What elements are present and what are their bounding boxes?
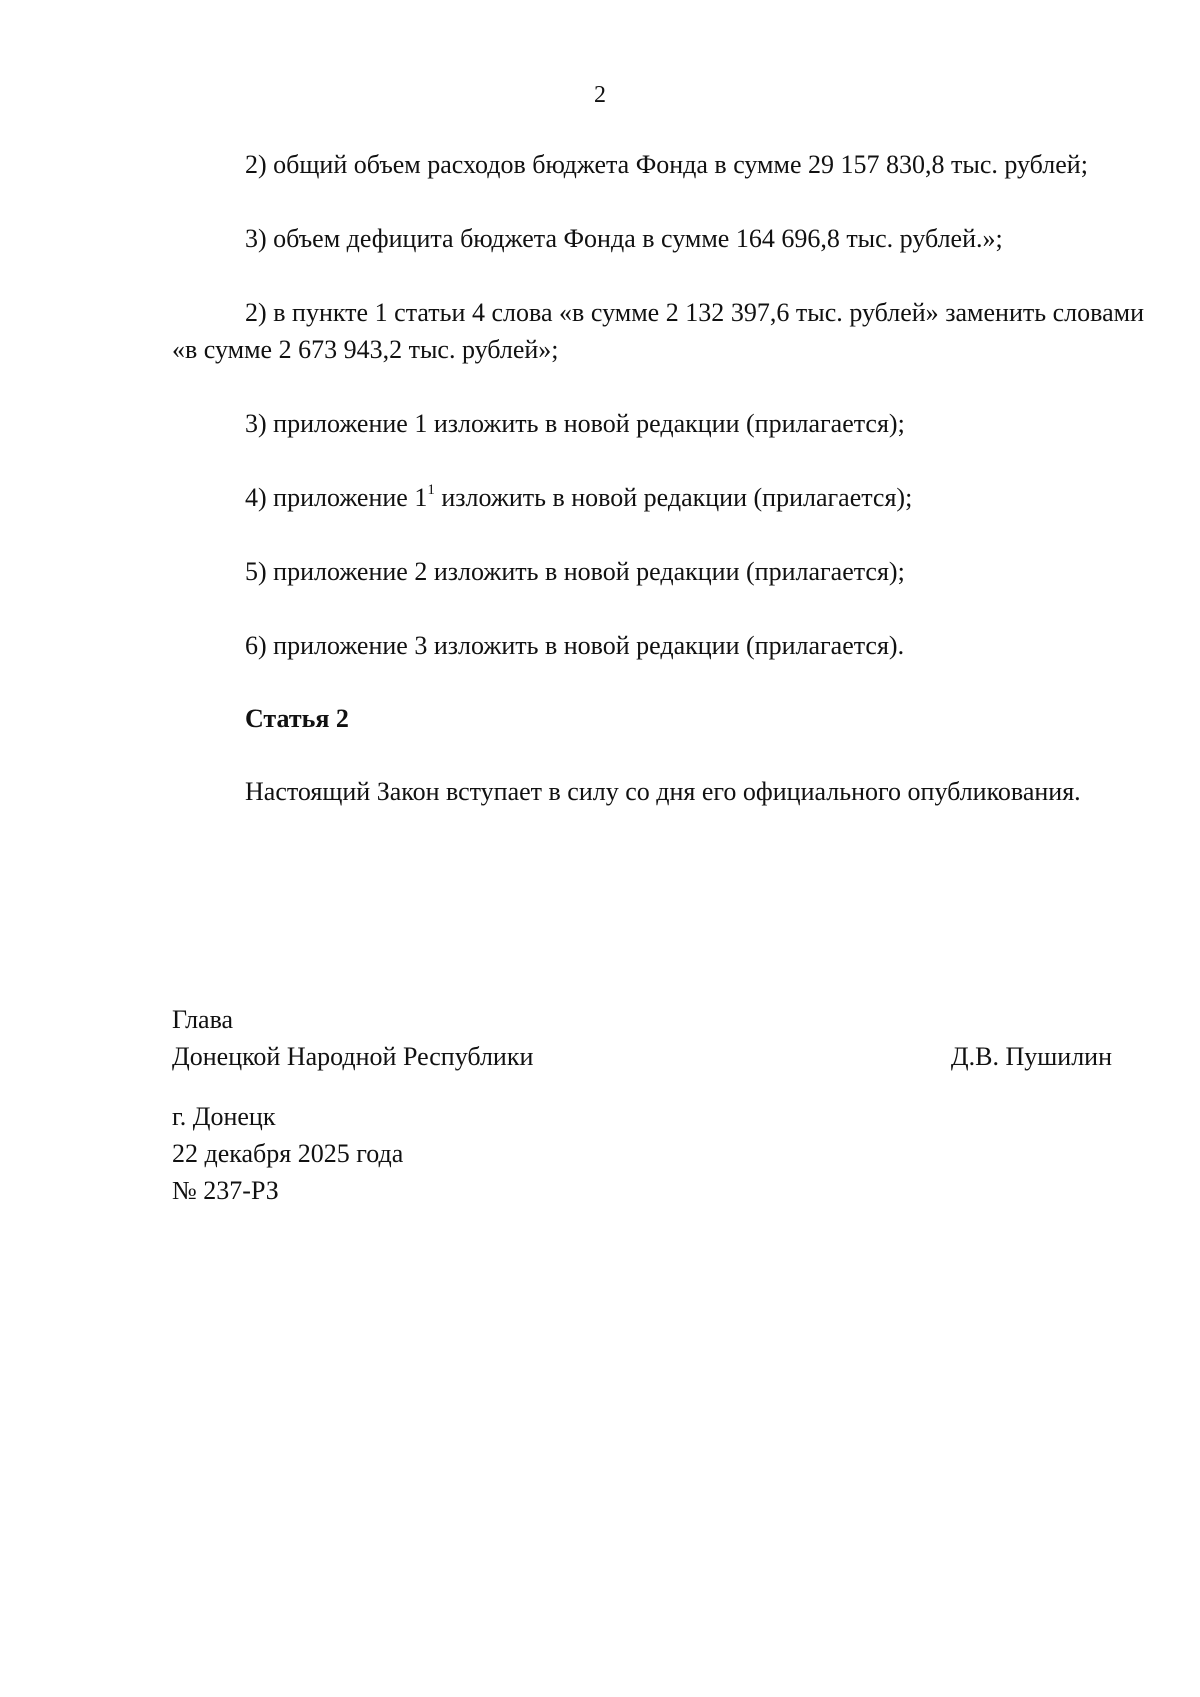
paragraph-article4-amendment: 2) в пункте 1 статьи 4 слова «в сумме 2 132 397,6 тыс. рублей» заменить словами «в сумме 2 673 943,2 тыс. рублей»; (172, 298, 1144, 364)
place-date-block (172, 1098, 403, 1209)
signature-row (172, 1038, 1112, 1075)
document-body (172, 146, 1144, 847)
document-number: № 237-РЗ (172, 1176, 279, 1205)
place-city: г. Донецк (172, 1102, 276, 1131)
article-heading: Статья 2 (245, 704, 349, 733)
page-number: 2 (594, 82, 606, 108)
document-date: 22 декабря 2025 года (172, 1139, 404, 1168)
item4-suffix: изложить в новой редакции (прилагается); (434, 483, 913, 512)
signature-block (172, 1001, 1112, 1075)
paragraph-appendix-1-1 (172, 479, 1144, 516)
signatory-title-line1: Глава (172, 1005, 234, 1034)
signatory-name: Д.В. Пушилин (950, 1042, 1112, 1071)
paragraph-deficit: 3) объем дефицита бюджета Фонда в сумме 164 696,8 тыс. рублей.»; (245, 224, 1003, 253)
signatory-title-line2: Донецкой Народной Республики (172, 1042, 534, 1071)
paragraph-appendix-3: 6) приложение 3 изложить в новой редакции (прилагается). (245, 631, 905, 660)
article-text: Настоящий Закон вступает в силу со дня его официального опубликования. (245, 777, 1081, 806)
item4-superscript: 1 (427, 482, 435, 499)
item4-prefix: 4) приложение 1 (245, 483, 428, 512)
paragraph-appendix-1: 3) приложение 1 изложить в новой редакции (прилагается); (245, 409, 905, 438)
paragraph-appendix-2: 5) приложение 2 изложить в новой редакции (прилагается); (245, 557, 905, 586)
paragraph-total-expenses: 2) общий объем расходов бюджета Фонда в сумме 29 157 830,8 тыс. рублей; (245, 150, 1088, 179)
